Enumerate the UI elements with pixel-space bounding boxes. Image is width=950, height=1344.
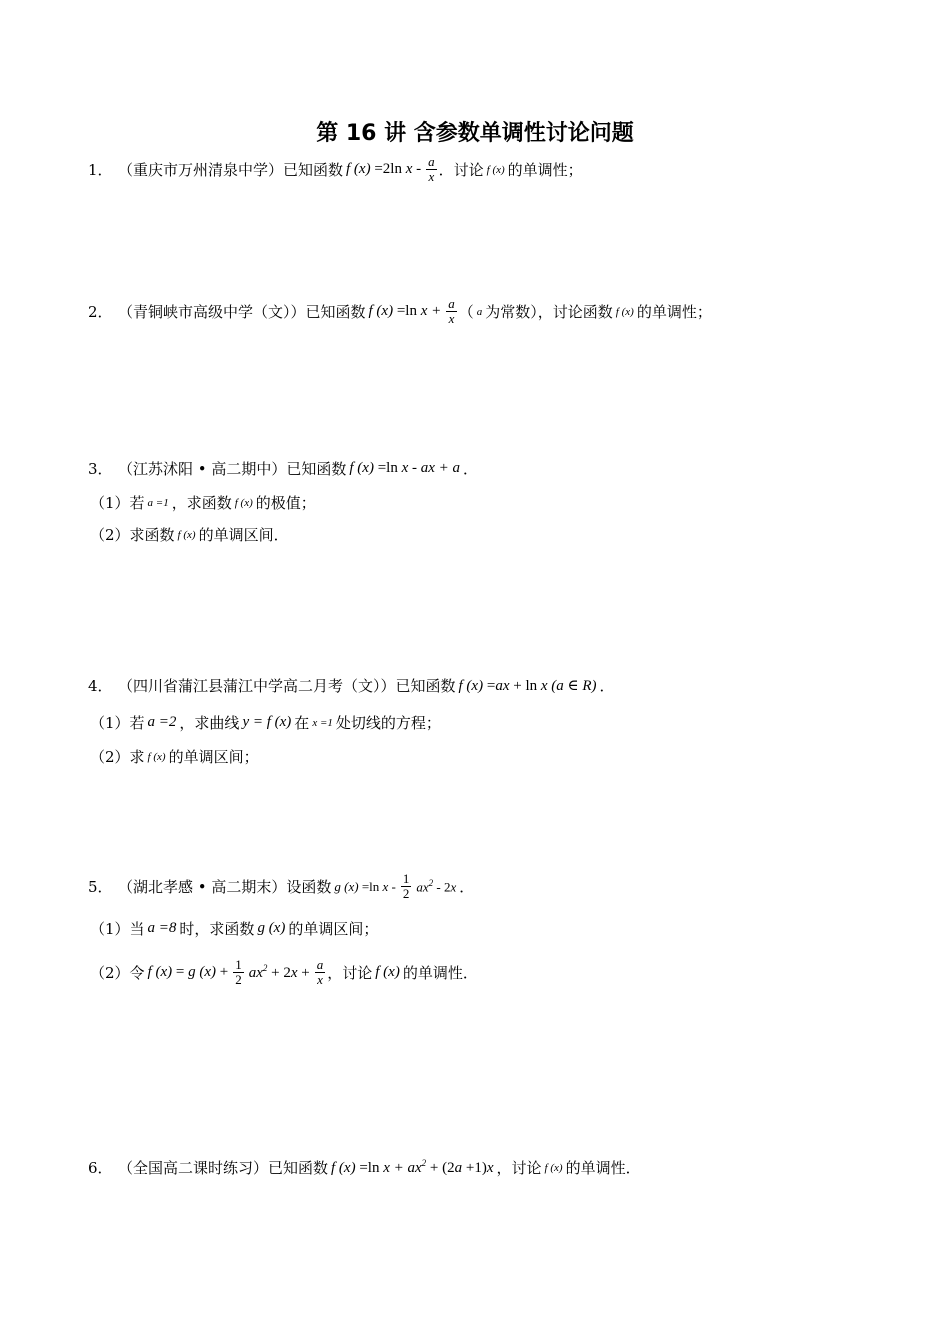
formula: f (x) (615, 305, 634, 318)
problem-source: （青铜峡市高级中学（文））已知函数 (118, 303, 366, 322)
fraction: $\frac{1}{2}$ (235, 957, 242, 988)
problem-5: 5． （湖北孝感 • 高二期末）设函数 g (x) =ln x - $\frac{1}{2}$ $ax^2 - 2x$ ． (88, 871, 475, 902)
problem-number: 1． (88, 161, 113, 180)
problem-6: 6． （全国高二课时练习）已知函数 f (x) =ln $x + ax^2 + (2a +1)x$ ，讨论 f (x) 的单调性． (88, 1158, 641, 1177)
problem-source: （四川省蒲江县蒲江中学高二月考（文））已知函数 (118, 677, 456, 695)
problem-source: （重庆市万州清泉中学）已知函数 (118, 161, 344, 180)
problem-5-part-2: （2）令 f (x) = g (x) + $\frac{1}{2}$ $ax^2 + 2x$ + $\frac{a}{x}$ ，讨论 f (x) 的单调性． (90, 957, 478, 988)
page-title: 第 16 讲 含参数单调性讨论问题 (316, 121, 634, 146)
problem-number: 6． (88, 1159, 113, 1177)
formula: f (x) =2ln x - (346, 161, 422, 178)
formula: f (x) =ln $x + ax^2 + (2a +1)x$ (331, 1158, 494, 1176)
problem-3-part-2: （2）求函数 f (x) 的单调区间． (90, 526, 289, 544)
problem-number: 2． (88, 303, 113, 322)
problem-4: 4． （四川省蒲江县蒲江中学高二月考（文））已知函数 f (x) =ax + ln x (a ∈ R) ． (88, 677, 615, 695)
problem-source: （湖北孝感 • 高二期末）设函数 (118, 878, 332, 897)
fraction: $\frac{a}{x}$ (316, 957, 324, 988)
formula: f (x) =ln x - ax + a (349, 460, 461, 476)
problem-number: 4． (88, 677, 113, 695)
fraction: $\frac{a}{x}$ (448, 296, 455, 327)
problem-4-part-1: （1）若 a =2 ，求曲线 y = f (x) 在 x =1 处切线的方程； (90, 714, 441, 732)
problem-3: 3． （江苏沭阳 • 高二期中）已知函数 f (x) =ln x - ax + a ． (88, 460, 479, 478)
problem-source: （全国高二课时练习）已知函数 (118, 1159, 329, 1177)
problem-number: 5． (88, 878, 113, 897)
problem-2: 2． （青铜峡市高级中学（文））已知函数 f (x) =ln x + $\frac{a}{x}$ （ a 为常数），讨论函数 f (x) 的单调性； (88, 296, 712, 327)
formula: g (x) =ln x - (334, 878, 396, 894)
formula: f (x) =ax + ln x (a ∈ R) (458, 678, 597, 694)
fraction: $\frac{a}{x}$ (428, 154, 435, 185)
problem-source: （江苏沭阳 • 高二期中）已知函数 (118, 460, 347, 478)
problem-4-part-2: （2）求 f (x) 的单调区间； (90, 748, 259, 766)
problem-number: 3． (88, 460, 113, 478)
problem-5-part-1: （1）当 a =8 时，求函数 g (x) 的单调区间； (90, 920, 379, 938)
formula: f (x) = g (x) + (147, 964, 229, 981)
fraction: $\frac{1}{2}$ (402, 871, 410, 902)
problem-3-part-1: （1）若 a =1 ，求函数 f (x) 的极值； (90, 494, 316, 512)
problem-1: 1． （重庆市万州清泉中学）已知函数 f (x) =2ln x - $\frac{a}{x}$ ．讨论 f (x) 的单调性； (88, 154, 583, 185)
formula: f (x) (486, 163, 505, 176)
formula: f (x) =ln x + (368, 303, 442, 320)
